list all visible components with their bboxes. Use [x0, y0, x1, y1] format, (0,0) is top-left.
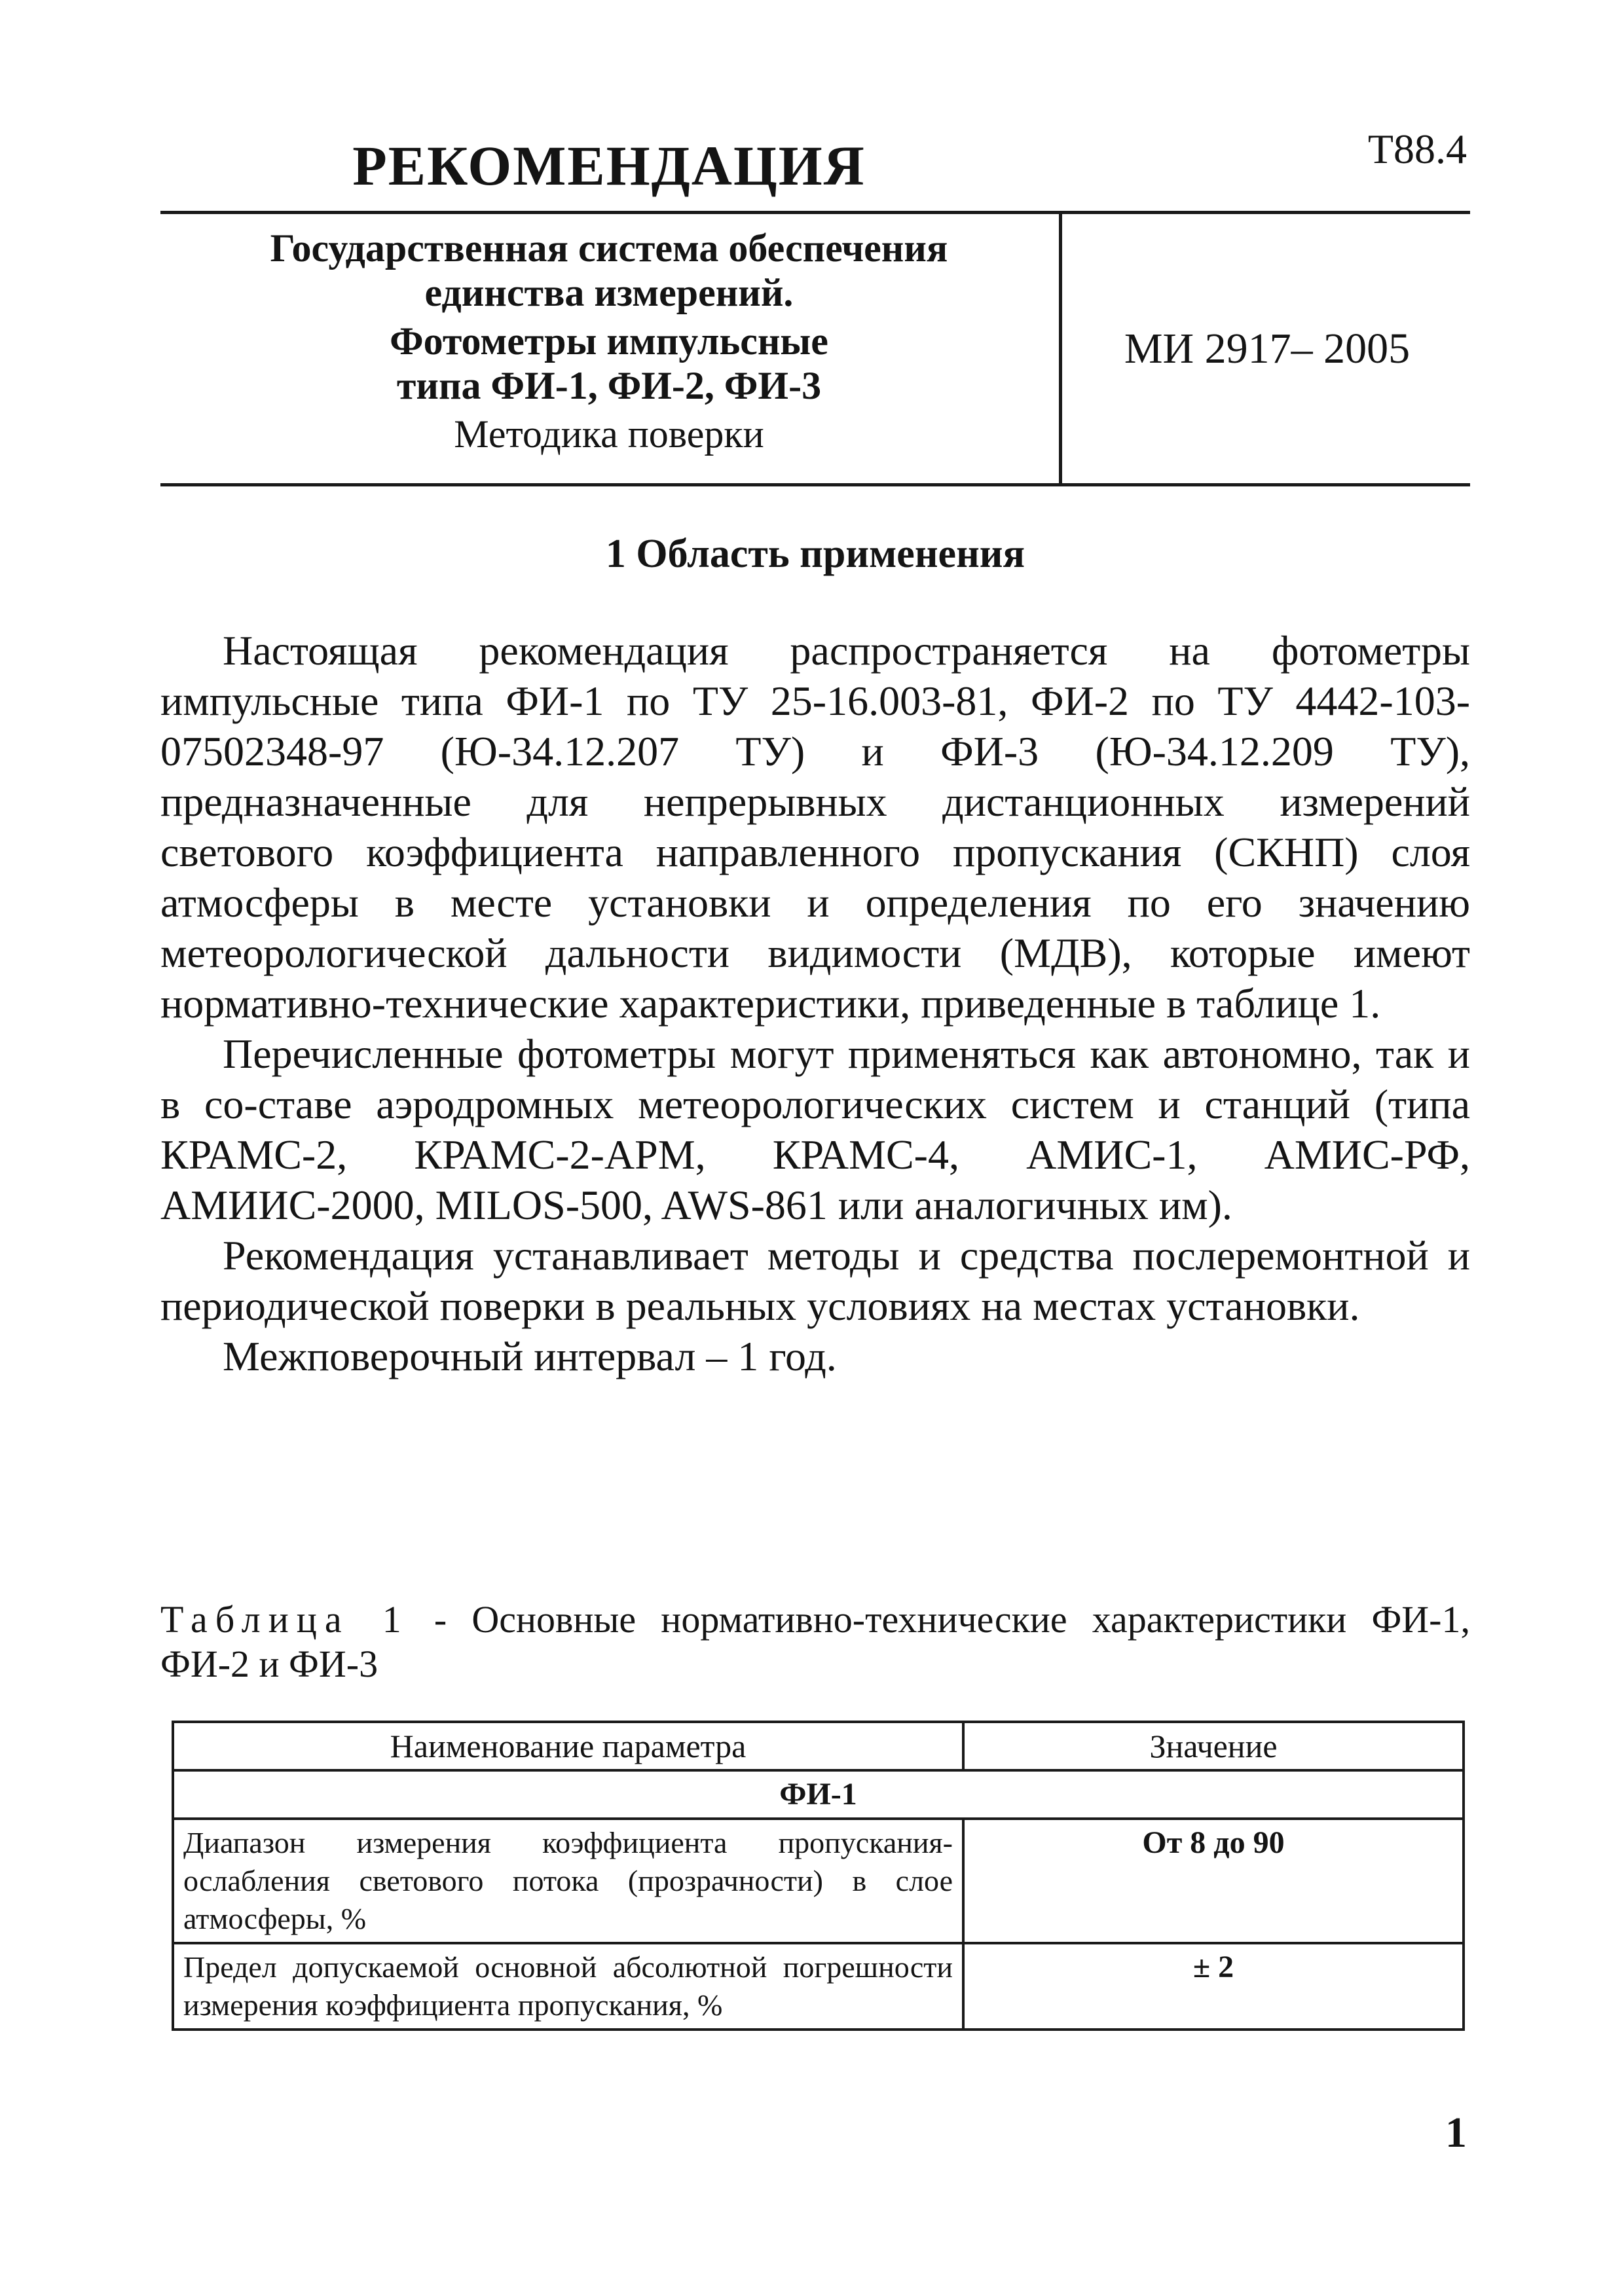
document-number: МИ 2917– 2005: [1124, 325, 1411, 373]
paragraph: Перечисленные фотометры могут применяться как автономно, так и в со-ставе аэродромных метеорологических систем и станций (типа КРАМС-2, КРАМС-2-АРМ, КРАМС-4, АМИС-1, АМИС-РФ, АМИИС-2000, MILOS-500, AWS-861 или аналогичных им).: [160, 1030, 1470, 1228]
section-heading: 1 Область применения: [605, 532, 1025, 576]
title-line: Государственная система обеспечения: [270, 227, 948, 270]
header-top-rule: [160, 211, 1470, 214]
paragraph: Рекомендация устанавливает методы и средства послеремонтной и периодической поверки в реальных условиях на местах установки.: [160, 1232, 1470, 1329]
table-row: [173, 1819, 1464, 1943]
section-body: [160, 625, 1470, 1381]
parameter-name: Диапазон измерения коэффициента пропускания-ослабления светового потока (прозрачности) в слое атмосферы, %: [173, 1819, 963, 1943]
table-row: [173, 1943, 1464, 2030]
header-divider: [1059, 211, 1062, 486]
title-line: единства измерений.: [424, 271, 794, 314]
parameter-value: ± 2: [963, 1943, 1464, 2030]
document-title: [160, 226, 1058, 456]
table-caption: [160, 1597, 1470, 1686]
title-line: Методика поверки: [454, 412, 764, 456]
classification-code: Т88.4: [1367, 126, 1467, 172]
characteristics-table: [172, 1721, 1465, 2031]
column-header-value: Значение: [963, 1722, 1464, 1770]
table-caption-text: - Основные нормативно-технические характеристики ФИ-1, ФИ-2 и ФИ-3: [160, 1598, 1471, 1685]
parameter-value: От 8 до 90: [963, 1819, 1464, 1943]
table-group-row: [173, 1770, 1464, 1819]
table-caption-label: Таблица 1: [160, 1598, 409, 1641]
title-line: типа ФИ-1, ФИ-2, ФИ-3: [396, 364, 822, 407]
group-label: ФИ-1: [173, 1770, 1464, 1819]
header-bottom-rule: [160, 483, 1470, 486]
paragraph: Настоящая рекомендация распространяется на фотометры импульсные типа ФИ-1 по ТУ 25-16.003-81, ФИ-2 по ТУ 4442-103-07502348-97 (Ю-34.12.207 ТУ) и ФИ-3 (Ю-34.12.209 ТУ), предназначенные для непрерывных дистанционных измерений светового коэффициента направленного пропускания (СКНП) слоя атмосферы в месте установки и определения по его значению метеорологической дальности видимости (МДВ), которые имеют нормативно-технические характеристики, приведенные в таблице 1.: [160, 627, 1470, 1027]
page-number: 1: [1445, 2109, 1467, 2157]
table-header-row: [173, 1722, 1464, 1770]
paragraph: Межповерочный интервал – 1 год.: [223, 1333, 837, 1379]
title-line: Фотометры импульсные: [390, 319, 828, 363]
column-header-parameter: Наименование параметра: [173, 1722, 963, 1770]
document-type-heading: РЕКОМЕНДАЦИЯ: [352, 134, 866, 197]
parameter-name: Предел допускаемой основной абсолютной погрешности измерения коэффициента пропускания, %: [173, 1943, 963, 2030]
